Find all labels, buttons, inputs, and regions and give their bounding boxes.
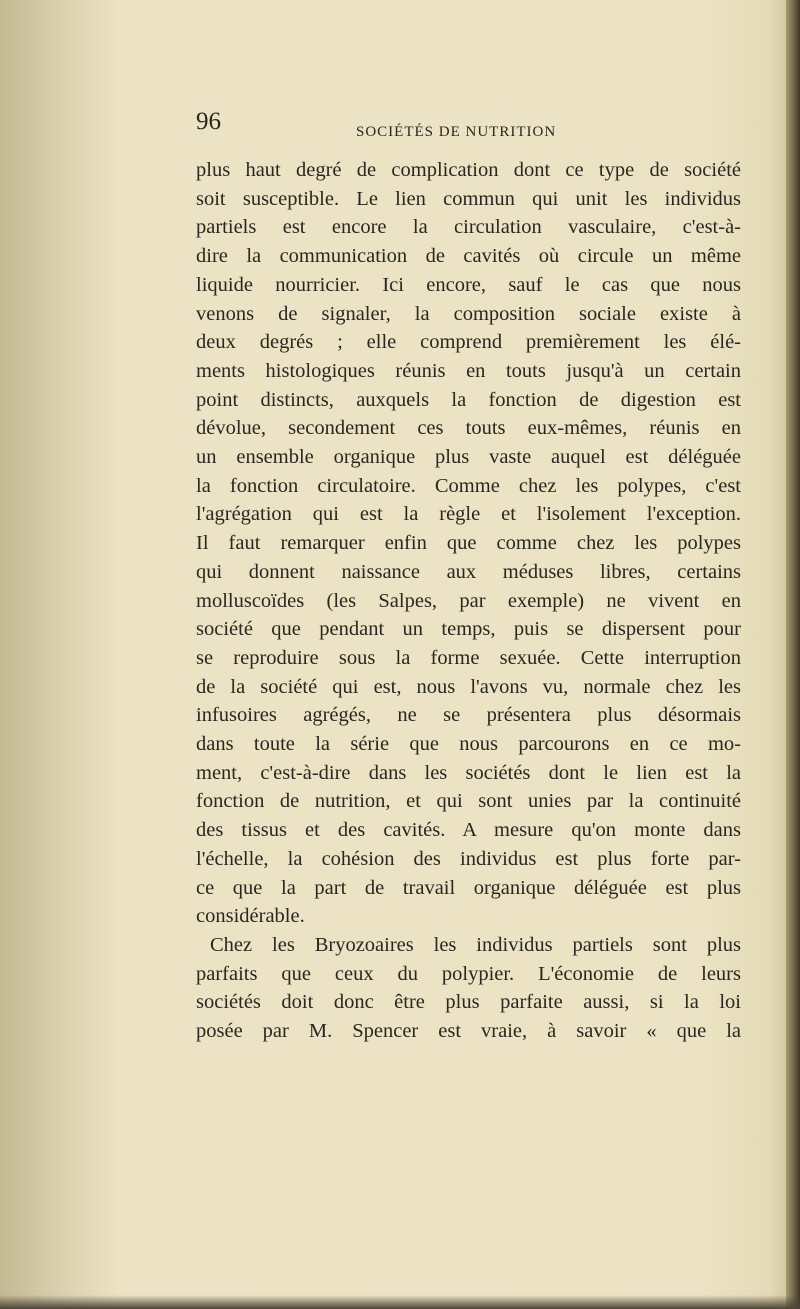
text-line: Il faut remarquer enfin que comme chez les polypes xyxy=(196,532,741,555)
text-line: sociétés doit donc être plus parfaite aussi, si la loi xyxy=(196,991,741,1014)
page-gutter-shadow xyxy=(0,0,120,1309)
text-line: des tissus et des cavités. A mesure qu'on monte dans xyxy=(196,819,741,842)
text-line: se reproduire sous la forme sexuée. Cette interruption xyxy=(196,646,741,669)
text-line: deux degrés ; elle comprend premièrement les élé- xyxy=(196,331,741,354)
page-bottom-edge xyxy=(0,1295,800,1309)
text-line: partiels est encore la circulation vasculaire, c'est-à- xyxy=(196,216,741,239)
text-line: dévolue, secondement ces touts eux-mêmes, réunis en xyxy=(196,417,741,440)
text-line: l'agrégation qui est la règle et l'isolement l'exception. xyxy=(196,503,741,526)
text-line: parfaits que ceux du polypier. L'économie de leurs xyxy=(196,962,741,985)
text-line: dire la communication de cavités où circule un même xyxy=(196,245,741,268)
text-line: Chez les Bryozoaires les individus partiels sont plus xyxy=(210,933,741,956)
text-line: posée par M. Spencer est vraie, à savoir « que la xyxy=(196,1020,741,1043)
text-line: un ensemble organique plus vaste auquel est déléguée xyxy=(196,446,741,469)
text-line: soit susceptible. Le lien commun qui unit les individus xyxy=(196,187,741,210)
text-line: fonction de nutrition, et qui sont unies par la continuité xyxy=(196,790,741,813)
text-line: point distincts, auxquels la fonction de digestion est xyxy=(196,388,741,411)
text-line: la fonction circulatoire. Comme chez les polypes, c'est xyxy=(196,474,741,497)
text-line: société que pendant un temps, puis se dispersent pour xyxy=(196,618,741,641)
text-line: de la société qui est, nous l'avons vu, normale chez les xyxy=(196,675,741,698)
text-line: infusoires agrégés, ne se présentera plus désormais xyxy=(196,704,741,727)
running-head: SOCIÉTÉS DE NUTRITION xyxy=(356,124,557,140)
body-text xyxy=(196,156,741,1046)
text-line: ce que la part de travail organique déléguée est plus xyxy=(196,876,741,899)
page-number: 96 xyxy=(196,108,221,135)
text-line: molluscoïdes (les Salpes, par exemple) ne vivent en xyxy=(196,589,741,612)
page-header xyxy=(196,108,756,148)
text-line: ment, c'est-à-dire dans les sociétés dont le lien est la xyxy=(196,761,741,784)
text-line: l'échelle, la cohésion des individus est plus forte par- xyxy=(196,847,741,870)
text-line: liquide nourricier. Ici encore, sauf le cas que nous xyxy=(196,273,741,296)
text-line: qui donnent naissance aux méduses libres, certains xyxy=(196,560,741,583)
page-edge xyxy=(786,0,800,1309)
text-line: plus haut degré de complication dont ce type de société xyxy=(196,159,741,181)
text-line: considérable. xyxy=(196,905,305,928)
text-line: dans toute la série que nous parcourons en ce mo- xyxy=(196,733,741,756)
text-line: ments histologiques réunis en touts jusqu'à un certain xyxy=(196,359,741,382)
text-line: venons de signaler, la composition sociale existe à xyxy=(196,302,741,325)
